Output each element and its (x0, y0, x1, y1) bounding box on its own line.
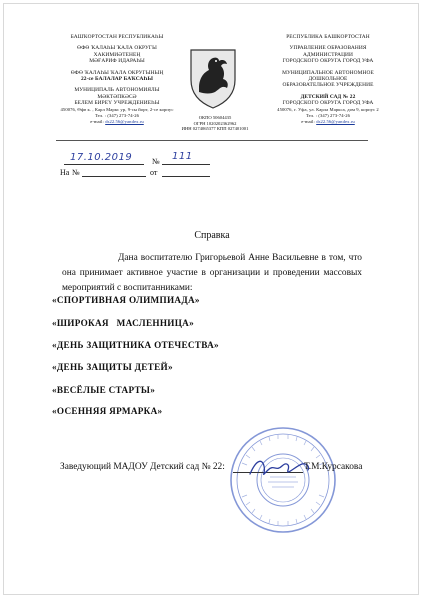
incoming-number-label: № (72, 168, 80, 177)
left-header-address: 450076, Өфө к. , Карл Маркс ур, 9-сы йорт, 2-се корпус (60, 106, 174, 112)
left-header-email-row (58, 119, 176, 125)
right-header-line: МУНИЦИПАЛЬНОЕ АВТОНОМНОЕ (282, 69, 374, 76)
event-item: «ШИРОКАЯ МАСЛЕННИЦА» (52, 318, 194, 328)
right-header-line: ГОРОДСКОГО ОКРУГА ГОРОД УФА (282, 100, 374, 107)
coat-of-arms-icon (185, 46, 241, 110)
left-header-line: МУНИЦИПАЛЬ АВТОНОМИЯЛЫ МӘКТӘПКӘСӘ (74, 87, 160, 100)
right-header-line: ДЕТСКИЙ САД № 22 (300, 93, 356, 100)
incoming-date-line (162, 167, 210, 177)
incoming-from-label: от (150, 168, 158, 177)
right-header-email-row (270, 119, 386, 125)
event-item: «ВЕСЁЛЫЕ СТАРТЫ» (52, 385, 156, 395)
organization-ids (170, 115, 260, 132)
handwritten-number: 111 (172, 151, 193, 162)
document-title: Справка (194, 230, 230, 241)
left-header-line: ӨФӨ ҠАЛАҺЫ ҠАЛА ОКРУГЫНЫҢ (70, 69, 164, 76)
event-item: «ДЕНЬ ЗАЩИТЫ ДЕТЕЙ» (52, 362, 173, 372)
event-item: «ДЕНЬ ЗАЩИТНИКА ОТЕЧЕСТВА» (52, 340, 219, 350)
incoming-number-line (82, 167, 146, 177)
left-header-line: МӘҒАРИФ ИДАРАҺЫ (89, 58, 145, 65)
signatory-position: Заведующий МАДОУ Детский сад № 22: (60, 462, 225, 472)
right-email-link[interactable]: ds22.56@yandex.ru (316, 119, 355, 125)
left-email-link[interactable]: ds22.56@yandex.ru (105, 119, 144, 125)
left-letterhead (58, 34, 176, 126)
signatory-name: Т.М.Курсакова (304, 462, 363, 472)
email-prefix: e-mail: (301, 119, 315, 125)
handwritten-date: 17.10.2019 (70, 152, 133, 163)
body-paragraph: Дана воспитателю Григорьевой Анне Васильевне в том, что она принимает активное участие в организации и проведении массовых мероприятий с воспитанниками: (62, 253, 362, 293)
document-body (62, 251, 362, 296)
right-header-address: 450076, г. Уфа, ул. Карла Маркса, дом 9, корпус 2 (277, 106, 379, 112)
right-header-line: ДОШКОЛЬНОЕ (308, 76, 348, 83)
header-divider (56, 140, 368, 141)
number-label: № (152, 157, 160, 166)
left-header-line: БЕЛЕМ БИРЕҮ УЧРЕЖДЕНИЕҺЫ (74, 100, 160, 107)
inn-kpp-code: ИНН 0274065377 КПП 027401001 (181, 126, 249, 132)
right-header-line: ГОРОДСКОГО ОКРУГА ГОРОД УФА (282, 58, 374, 65)
right-header-line: ОБРАЗОВАТЕЛЬНОЕ УЧРЕЖДЕНИЕ (282, 82, 374, 89)
right-header-line: АДМИНИСТРАЦИИ (302, 51, 354, 58)
right-header-phone: Тел. : (347) 273-74-26 (305, 113, 351, 119)
left-header-line: 22-се БАЛАЛАР БАҠСАҺЫ (81, 76, 153, 83)
right-header-line: РЕСПУБЛИКА БАШКОРТОСТАН (286, 34, 370, 40)
left-header-line: ӨФӨ ҠАЛАҺЫ ҠАЛА ОКРУГЫ (77, 45, 157, 52)
okpo-code: ОКПО 50604435 (198, 115, 232, 120)
left-header-line: БАШҠОРТОСТАН РЕСПУБЛИКАҺЫ (70, 34, 164, 40)
email-prefix: e-mail: (90, 119, 104, 125)
left-header-line: ХАКИМИӘТЕНЕҢ (93, 51, 141, 58)
right-header-line: УПРАВЛЕНИЕ ОБРАЗОВАНИЯ (289, 45, 367, 52)
event-item: «ОСЕННЯЯ ЯРМАРКА» (52, 406, 163, 416)
ogrn-code: ОГРН 1020202362962 (193, 120, 237, 126)
incoming-on-label: На (60, 168, 70, 177)
event-item: «СПОРТИВНАЯ ОЛИМПИАДА» (52, 295, 200, 305)
right-letterhead (270, 34, 386, 126)
left-header-phone: Тел. : (347) 273-74-26 (94, 113, 140, 119)
